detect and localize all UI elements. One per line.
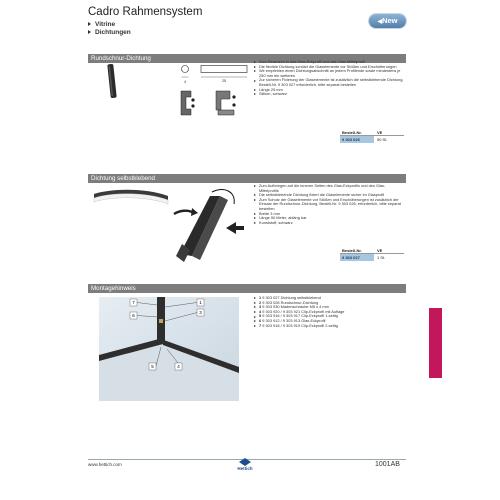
product-photo-cord [92, 64, 134, 100]
section-bar-rundschnur: Rundschnur-Dichtung [88, 54, 406, 63]
callout-7: 7 [132, 300, 135, 306]
list-item: Wir empfehlen einen Dichtungsabschnitt an jedem Profilende sowie mindestens je 250 mm ein weiteres [254, 69, 404, 78]
left-arrow-icon: ◀ [377, 19, 383, 25]
legend-item: 7 9 303 918 / 9 303 919 Clip-Eckprofil 2-seitig [254, 324, 404, 329]
list-item: Breite 3 mm [254, 212, 404, 217]
profile-cross-section-drawing [178, 88, 248, 118]
legend-item: 3 9 303 930 Madenschraube M5 x 4 mm [254, 305, 404, 310]
list-item: Zum Einsetzen in das Glas-Eckprofil und das Glas-Mittelprofil [254, 60, 404, 65]
legend-item: 4 9 303 920 / 9 303 921 Clip-Eckprofil mit Auflage [254, 310, 404, 315]
new-badge: ◀New [369, 14, 406, 28]
list-item: Zum Aufbringen auf die inneren Seiten des Glas-Eckprofils und des Glas-Mittelprofils [254, 184, 404, 193]
list-item: Zum Schutz der Glaselemente vor Stößen und Erschütterungen ist zusätzlich der Einsatz der Rundschnur-Dichtung, Bestell-Nr. 9 303 026, erforderlich, bitte separat bestellen [254, 198, 404, 212]
list-item: Die selbstklebende Dichtung fixiert die Glaselemente sicher im Glasprofil [254, 193, 404, 198]
mounting-legend [254, 296, 404, 328]
callout-4: 4 [177, 364, 180, 370]
profile-with-seal-illustration [170, 184, 250, 266]
list-item: Silikon, schwarz [254, 92, 404, 97]
callout-6: 6 [132, 313, 135, 319]
bullet-list-selbstklebend [254, 184, 404, 225]
footer-url[interactable]: www.hettich.com [88, 462, 122, 467]
product-photo-roll [92, 186, 172, 210]
breadcrumb-item-2: Dichtungen [88, 29, 131, 36]
triangle-icon [88, 22, 91, 26]
page-title: Cadro Rahmensystem [88, 6, 203, 18]
legend-item: 6 9 303 912 / 9 303 913 Glas-Eckprofil [254, 319, 404, 324]
section-bar-montagehinweis: Montagehinweis [88, 284, 406, 293]
page-number: 1001AB [375, 461, 400, 468]
order-table-selbstklebend [340, 247, 404, 261]
svg-text:Hettich: Hettich [237, 466, 253, 471]
section-bar-dichtung-selbstklebend: Dichtung selbstklebend [88, 174, 406, 183]
table-row: 9 303 027 1 St. [342, 255, 386, 260]
dimension-d: 4 [184, 80, 186, 84]
hettich-logo [230, 457, 260, 471]
table-header-row: Bestell-Nr. VE [340, 247, 404, 254]
list-item: Länge 25 mm [254, 88, 404, 93]
legend-item: 5 9 303 916 / 9 303 917 Clip-Eckprofil 1-seitig [254, 314, 404, 319]
callout-3: 3 [199, 310, 202, 316]
callout-5: 5 [151, 364, 154, 370]
triangle-icon [88, 30, 91, 34]
list-item: Kunststoff, schwarz [254, 221, 404, 226]
dimension-length: 25 [222, 79, 226, 83]
breadcrumb-item-1: Vitrine [88, 21, 115, 28]
category-side-tab [429, 308, 442, 378]
legend-item: 2 9 303 026 Rundschnur-Dichtung [254, 301, 404, 306]
bullet-list-rundschnur [254, 60, 404, 97]
legend-item: 1 9 303 027 Dichtung selbstklebend [254, 296, 404, 301]
list-item: Zur sicheren Fixierung der Glaselemente ist zusätzlich die selbstklebende Dichtung, Bestell-Nr. 9 303 027 erforderlich, bitte separat bestellen [254, 78, 404, 87]
callout-1: 1 [199, 300, 202, 306]
list-item: Die flexible Dichtung schützt die Glaselemente vor Stößen und Erschütterungen [254, 65, 404, 70]
table-header-row: Bestell-Nr. VE [340, 129, 404, 136]
mounting-photo [99, 297, 239, 401]
table-row: 9 303 026 50 St. [342, 137, 388, 142]
technical-drawing-cord [173, 60, 253, 85]
order-table-rundschnur [340, 129, 404, 143]
list-item: Länge 50 Meter, abläng bar [254, 216, 404, 221]
